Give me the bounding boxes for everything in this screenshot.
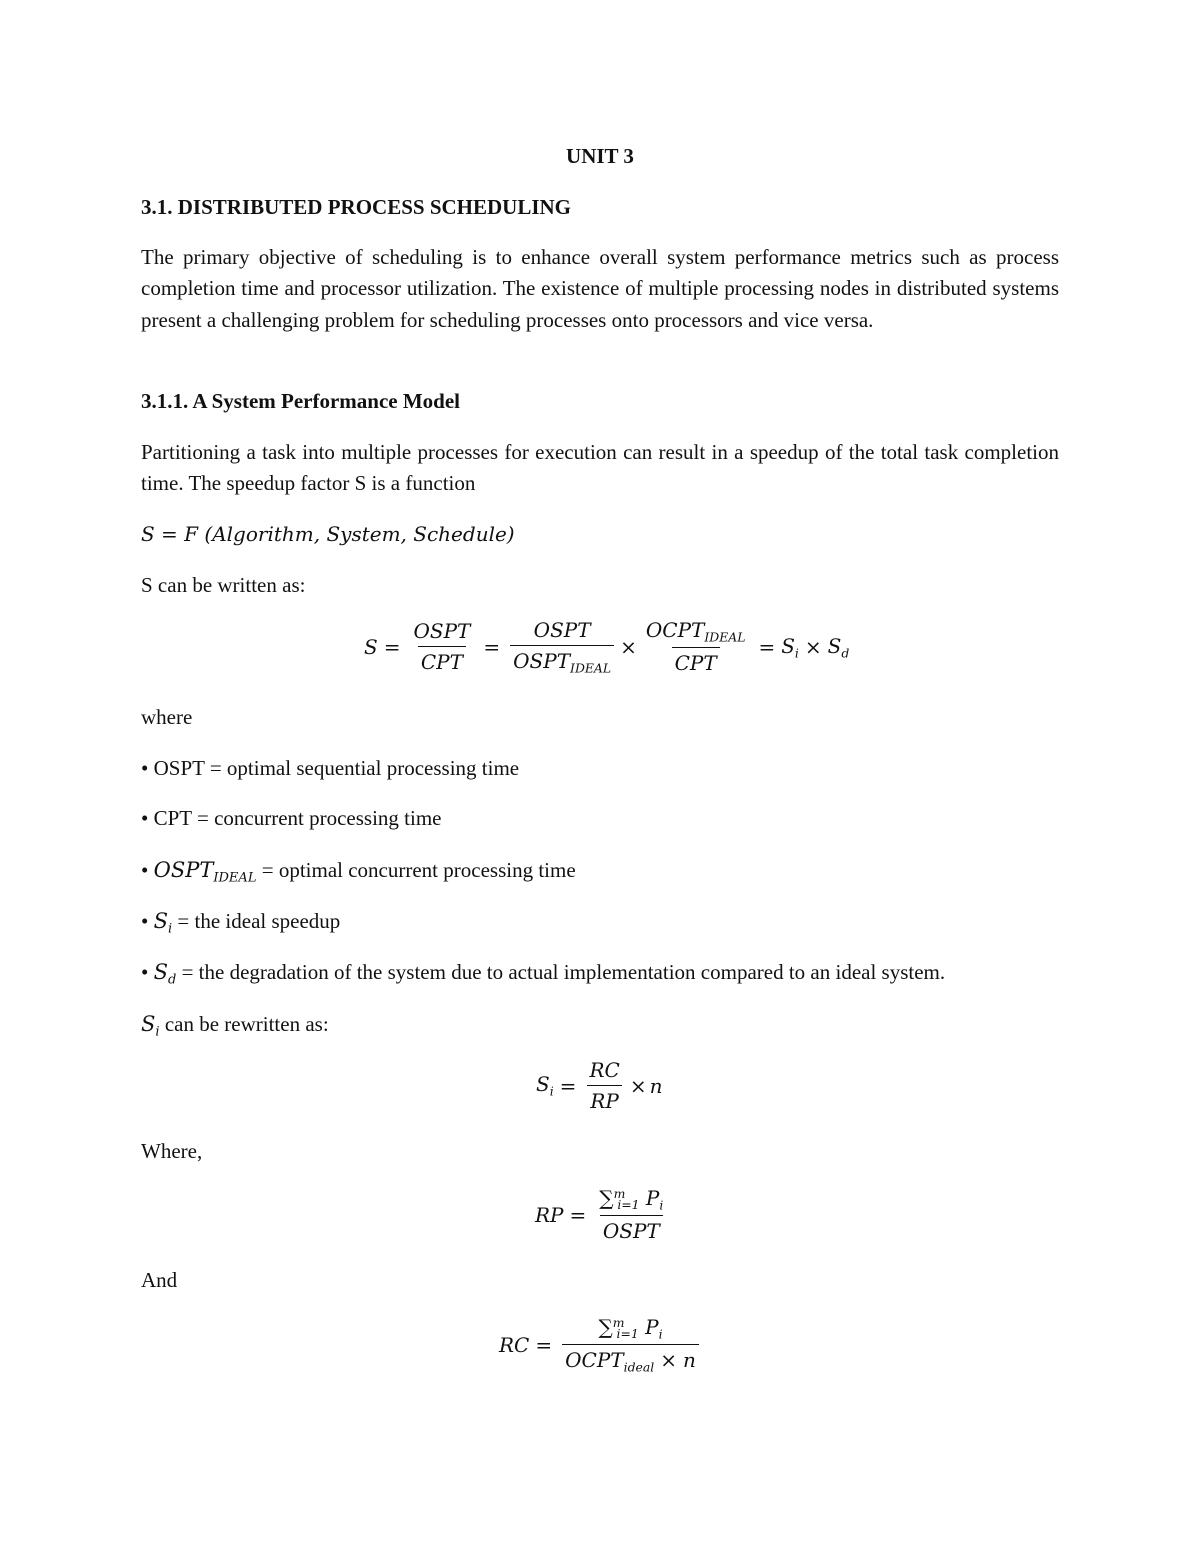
rp-symbol: RP (535, 1202, 564, 1227)
si-rewritten-text: can be rewritten as: (164, 1012, 329, 1036)
i-subscript: i (658, 1326, 663, 1342)
rp-equation (535, 1186, 670, 1243)
si-definition: = the ideal speedup (177, 909, 341, 933)
si-symbol (141, 1012, 160, 1040)
fraction-sum-pi-over-ocpt-ideal-n (562, 1315, 699, 1375)
ideal-subscript: IDEAL (213, 870, 257, 886)
sd-symbol (828, 634, 850, 660)
sum-upper-limit: m (613, 1186, 626, 1202)
denominator-ospt: OSPT (600, 1215, 663, 1243)
subsection-title: 3.1.1. A System Performance Model (141, 389, 461, 413)
denominator-rp: RP (587, 1085, 622, 1113)
bullet-sd (141, 957, 945, 996)
numerator-sum-pi (595, 1315, 665, 1344)
denominator-ocpt-ideal-times-n (562, 1344, 699, 1374)
sum-upper-limit: m (612, 1315, 625, 1331)
intro-paragraph: The primary objective of scheduling is to enhance overall system performance metrics such as process completion time and processor utilization. The existence of multiple processing nodes in distributed systems present a challenging problem for scheduling processes onto processors and vice versa. (141, 245, 1059, 332)
si-symbol (536, 1072, 554, 1098)
fraction-sum-pi-over-ospt (596, 1186, 666, 1243)
s-letter: S (781, 633, 795, 658)
sd-definition: = the degradation of the system due to actual implementation compared to an ideal system. (181, 960, 946, 984)
denominator-cpt: CPT (672, 647, 720, 675)
eq-times-2: × (804, 634, 822, 659)
sd-symbol (153, 960, 177, 988)
p-symbol: P (645, 1186, 660, 1210)
si-rewritten-line (141, 1009, 329, 1048)
bullet-si (141, 906, 340, 945)
eq-equals: = (569, 1202, 587, 1227)
numerator-rc: RC (589, 1058, 620, 1082)
ideal-subscript: ideal (623, 1359, 655, 1375)
eq-equals: = (559, 1073, 577, 1098)
fraction-ospt-over-cpt (410, 619, 473, 674)
eq-times: × (629, 1073, 647, 1098)
i-subscript: i (155, 1024, 160, 1040)
eq-times-1: × (620, 634, 637, 659)
s-letter: S (827, 633, 842, 658)
sum-symbol: ∑ (599, 1186, 614, 1210)
numerator-ospt: OSPT (413, 619, 471, 644)
denominator-cpt: CPT (418, 646, 466, 674)
i-subscript: i (659, 1197, 664, 1213)
ideal-subscript: IDEAL (704, 629, 746, 645)
bullet-mark: • (141, 960, 149, 984)
fraction-ocpt-ideal-over-cpt (643, 618, 749, 675)
rc-equation (499, 1315, 703, 1375)
p-symbol: P (645, 1315, 659, 1339)
ospt-symbol: OSPT (153, 858, 214, 882)
bullet-ospt: • OSPT = optimal sequential processing time (141, 756, 520, 780)
bullet-ospt-ideal (141, 855, 576, 894)
n-symbol: n (682, 1348, 696, 1373)
numerator-ocpt-ideal (643, 618, 749, 647)
i-subscript: i (168, 921, 173, 937)
sum-lower-limit: i=1 (616, 1326, 639, 1342)
eq-equals-2: = (483, 634, 501, 659)
i-subscript: i (549, 1083, 554, 1099)
ospt-symbol: OSPT (513, 649, 571, 673)
d-subscript: d (841, 644, 850, 660)
ospt-ideal-definition: = optimal concurrent processing time (261, 858, 576, 882)
speedup-equation (364, 618, 849, 675)
ocpt-symbol: OCPT (645, 618, 705, 642)
bullet-cpt: • CPT = concurrent processing time (141, 806, 442, 830)
s-letter: S (153, 909, 168, 933)
si-symbol (153, 909, 173, 937)
eq-equals-3: = (758, 634, 776, 659)
rc-symbol: RC (499, 1332, 530, 1357)
i-subscript: i (794, 644, 799, 660)
and-label: And (141, 1268, 178, 1292)
denominator-ospt-ideal (510, 645, 614, 675)
d-subscript: d (168, 972, 177, 988)
ideal-subscript: IDEAL (570, 660, 612, 676)
s-letter: S (153, 960, 168, 984)
ocpt-symbol: OCPT (565, 1348, 624, 1373)
n-symbol: n (649, 1073, 663, 1098)
s-written-as-text: S can be written as: (141, 573, 306, 597)
s-letter: S (141, 1012, 156, 1036)
where2-label: Where, (141, 1139, 203, 1163)
eq-s: S (364, 634, 378, 659)
eq-equals: = (535, 1332, 553, 1357)
si-symbol (781, 634, 799, 660)
bullet-mark: • (141, 909, 149, 933)
fraction-rc-over-rp (586, 1058, 622, 1113)
where-label: where (141, 705, 193, 729)
ospt-ideal-symbol (153, 858, 257, 886)
eq-equals-1: = (383, 634, 401, 659)
numerator-ospt: OSPT (533, 618, 591, 642)
sum-symbol: ∑ (598, 1315, 613, 1339)
s-letter: S (536, 1072, 550, 1097)
section-title: 3.1. DISTRIBUTED PROCESS SCHEDULING (141, 195, 572, 219)
si-equation (536, 1058, 662, 1113)
unit-title: UNIT 3 (566, 144, 634, 168)
bullet-mark: • (141, 858, 149, 882)
numerator-sum-pi (596, 1186, 666, 1215)
fraction-ospt-over-ospt-ideal (510, 618, 614, 675)
model-paragraph: Partitioning a task into multiple processes for execution can result in a speedup of the total task completion time. The speedup factor S is a function (141, 440, 1059, 496)
function-equation: S = F (Algorithm, System, Schedule) (141, 522, 515, 546)
sum-lower-limit: i=1 (617, 1197, 640, 1213)
times-symbol: × (660, 1348, 677, 1373)
